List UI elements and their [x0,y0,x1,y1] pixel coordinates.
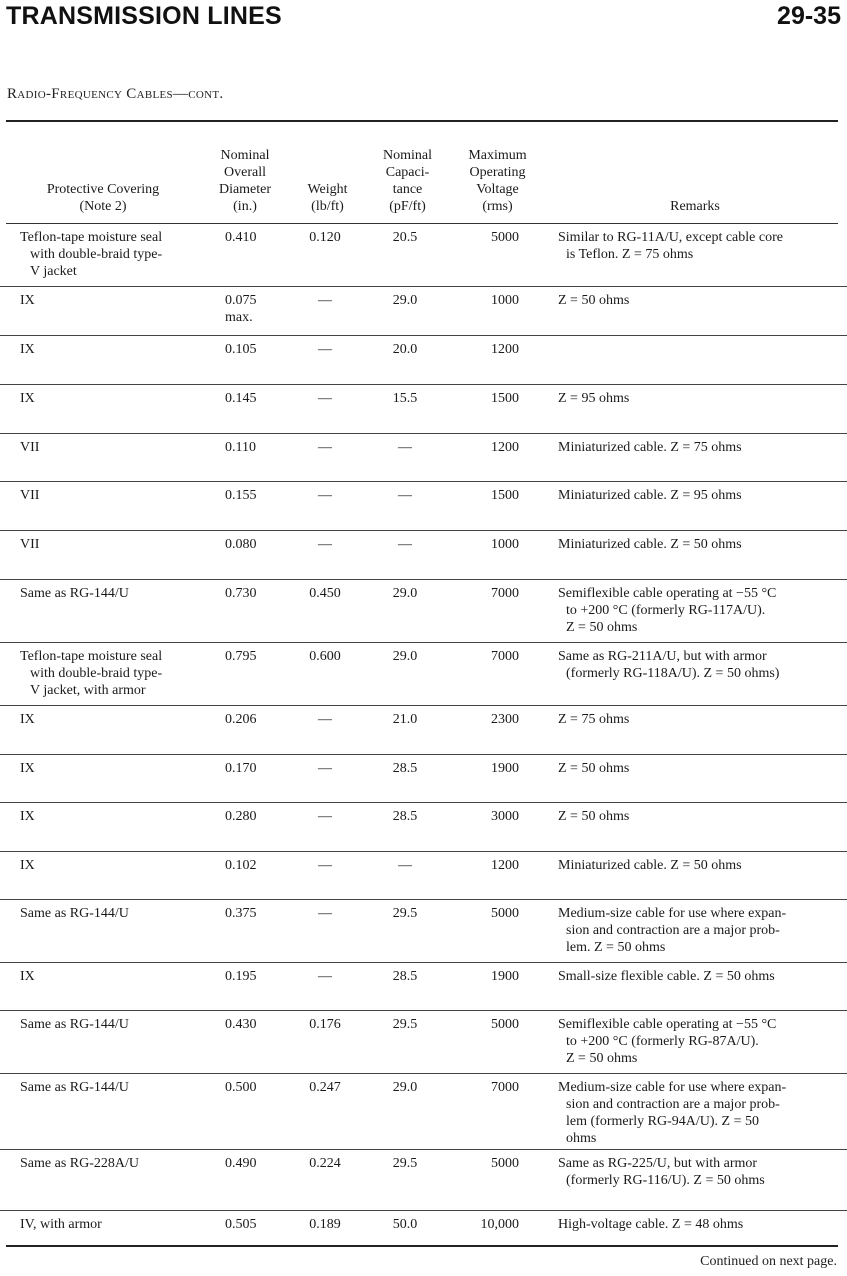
cell-protective-covering-line: IX [20,342,35,357]
cell-capacitance: 21.0 [392,712,418,727]
cell-remarks-line: Z = 50 ohms [558,809,630,824]
cell-weight: — [318,858,332,873]
cell-protective-covering [20,648,200,699]
cell-remarks [558,292,836,309]
cell-diameter [225,968,285,985]
cell-remarks-line: Miniaturized cable. Z = 95 ohms [558,488,742,503]
section-title: Radio-Frequency Cables—cont. [7,86,224,102]
page-header-title: TRANSMISSION LINES [6,2,282,30]
table-body [0,224,847,1244]
cell-diameter [225,439,285,456]
cell-weight: — [318,906,332,921]
cell-capacitance: 28.5 [392,761,418,776]
cell-capacitance: 28.5 [392,809,418,824]
cell-voltage: 1500 [491,391,519,406]
table-row [0,531,847,580]
cell-remarks [558,857,836,874]
cell-capacitance: 29.5 [392,906,418,921]
table-row [0,852,847,900]
cell-remarks [558,585,836,636]
cell-protective-covering-line: Same as RG-144/U [20,586,129,601]
table-row [0,900,847,963]
cell-remarks-line: Similar to RG-11A/U, except cable core [558,230,783,245]
cell-remarks-line: lem. Z = 50 ohms [566,940,666,955]
cell-diameter-line: 0.410 [225,230,257,245]
cell-weight: 0.120 [309,230,341,245]
cell-protective-covering [20,585,200,602]
cell-protective-covering [20,390,200,407]
cell-diameter [225,536,285,553]
continued-note: Continued on next page. [700,1254,837,1269]
cell-remarks-line: Same as RG-225/U, but with armor [558,1156,758,1171]
cell-weight: 0.450 [309,586,341,601]
table-row [0,287,847,336]
table-row [0,803,847,852]
cell-protective-covering-line: IX [20,969,35,984]
cell-diameter-line: 0.155 [225,488,257,503]
cell-diameter [225,585,285,602]
cell-protective-covering [20,487,200,504]
cell-diameter-line: 0.500 [225,1080,257,1095]
cell-remarks [558,487,836,504]
table-row [0,224,847,287]
cell-protective-covering-line: V jacket [30,264,77,279]
cell-protective-covering [20,341,200,358]
table-row [0,963,847,1011]
cell-protective-covering-line: with double-braid type- [30,247,163,262]
cell-remarks-line: Z = 75 ohms [558,712,630,727]
cell-weight: — [318,391,332,406]
cell-remarks [558,536,836,553]
cell-weight: — [318,293,332,308]
cell-weight: — [318,969,332,984]
cell-weight: — [318,488,332,503]
cell-weight: 0.189 [309,1217,341,1232]
cell-protective-covering-line: IX [20,809,35,824]
cell-protective-covering-line: V jacket, with armor [30,683,146,698]
cell-diameter [225,341,285,358]
cell-diameter-line: 0.795 [225,649,257,664]
cell-protective-covering [20,1216,200,1233]
cell-remarks [558,1216,836,1233]
table-row [0,1011,847,1074]
table-row [0,1150,847,1211]
cell-remarks-line: Miniaturized cable. Z = 75 ohms [558,440,742,455]
cell-remarks-line: Z = 50 ohms [558,761,630,776]
cell-remarks [558,905,836,956]
cell-diameter-line: 0.375 [225,906,257,921]
cell-voltage: 1200 [491,342,519,357]
cell-remarks-line: sion and contraction are a major prob- [566,1097,780,1112]
cell-protective-covering [20,1079,200,1096]
cell-remarks-line: lem (formerly RG-94A/U). Z = 50 [566,1114,759,1129]
table-row [0,482,847,531]
cell-voltage: 1200 [491,440,519,455]
cell-voltage: 5000 [491,1017,519,1032]
cell-diameter [225,487,285,504]
cell-voltage: 5000 [491,1156,519,1171]
cell-weight: — [318,712,332,727]
table-row [0,385,847,434]
cell-diameter-line: 0.102 [225,858,257,873]
cell-capacitance: — [398,858,412,873]
cell-remarks [558,968,836,985]
cell-remarks [558,1079,836,1147]
cell-weight: — [318,761,332,776]
table-row [0,643,847,706]
table-top-rule [6,120,838,122]
column-header-capacitance: Nominal Capaci- tance (pF/ft) [383,148,432,214]
cell-capacitance: 29.0 [392,293,418,308]
cell-protective-covering [20,968,200,985]
cell-protective-covering-line: IX [20,293,35,308]
cell-weight: 0.600 [309,649,341,664]
cell-capacitance: 29.5 [392,1156,418,1171]
cell-remarks-line: Miniaturized cable. Z = 50 ohms [558,537,742,552]
cell-protective-covering [20,857,200,874]
cell-protective-covering [20,439,200,456]
cell-protective-covering-line: IX [20,761,35,776]
cell-diameter-line: 0.170 [225,761,257,776]
cell-capacitance: 29.0 [392,649,418,664]
cell-diameter-line: 0.105 [225,342,257,357]
cell-capacitance: 29.0 [392,586,418,601]
cell-voltage: 1000 [491,537,519,552]
cell-remarks [558,808,836,825]
cell-diameter [225,1079,285,1096]
cell-diameter [225,229,285,246]
cell-remarks [558,229,836,263]
cell-diameter [225,760,285,777]
cell-voltage: 1000 [491,293,519,308]
cell-remarks-line: High-voltage cable. Z = 48 ohms [558,1217,744,1232]
cell-remarks-line: Miniaturized cable. Z = 50 ohms [558,858,742,873]
cell-remarks-line: (formerly RG-118A/U). Z = 50 ohms) [566,666,780,681]
cell-diameter [225,857,285,874]
table-row [0,580,847,643]
cell-remarks-line: Semiflexible cable operating at −55 °C [558,1017,777,1032]
cell-protective-covering [20,711,200,728]
cell-capacitance: 20.5 [392,230,418,245]
cell-capacitance: — [398,537,412,552]
cell-capacitance: 28.5 [392,969,418,984]
cell-protective-covering-line: IV, with armor [20,1217,102,1232]
cell-protective-covering-line: Same as RG-228A/U [20,1156,139,1171]
cell-protective-covering-line: VII [20,440,40,455]
table-row [0,336,847,385]
cell-diameter-line: 0.505 [225,1217,257,1232]
cell-remarks-line: ohms [566,1131,597,1146]
cell-capacitance: 50.0 [392,1217,418,1232]
cell-diameter-line: 0.195 [225,969,257,984]
cell-weight: 0.247 [309,1080,341,1095]
cell-remarks-line: to +200 °C (formerly RG-87A/U). [566,1034,759,1049]
table-row [0,1074,847,1150]
cell-voltage: 10,000 [480,1217,519,1232]
cell-weight: 0.224 [309,1156,341,1171]
cell-diameter-line: 0.145 [225,391,257,406]
cell-voltage: 7000 [491,1080,519,1095]
cell-voltage: 3000 [491,809,519,824]
cell-protective-covering-line: IX [20,391,35,406]
cell-protective-covering [20,905,200,922]
cell-capacitance: — [398,440,412,455]
cell-diameter [225,390,285,407]
cell-diameter [225,711,285,728]
cell-protective-covering [20,808,200,825]
cell-protective-covering [20,760,200,777]
column-header-remarks: Remarks [670,199,720,214]
cell-remarks-line: (formerly RG-116/U). Z = 50 ohms [566,1173,765,1188]
cell-protective-covering-line: IX [20,712,35,727]
cell-diameter [225,905,285,922]
cell-diameter [225,1155,285,1172]
cell-protective-covering-line: with double-braid type- [30,666,163,681]
cell-remarks [558,439,836,456]
cell-voltage: 5000 [491,906,519,921]
cell-weight: — [318,809,332,824]
cell-protective-covering [20,292,200,309]
cell-protective-covering-line: VII [20,537,40,552]
cell-remarks [558,760,836,777]
cell-diameter-line: 0.075 [225,293,257,308]
cell-remarks-line: is Teflon. Z = 75 ohms [566,247,694,262]
cell-voltage: 1900 [491,761,519,776]
cell-remarks-line: Medium-size cable for use where expan- [558,906,787,921]
cell-capacitance: 29.0 [392,1080,418,1095]
cell-weight: — [318,342,332,357]
cell-capacitance: — [398,488,412,503]
cell-remarks-line: Same as RG-211A/U, but with armor [558,649,767,664]
cell-protective-covering [20,1016,200,1033]
cell-protective-covering [20,229,200,280]
cell-protective-covering-line: IX [20,858,35,873]
table-row [0,1211,847,1244]
column-header-protective-covering: Protective Covering (Note 2) [46,182,160,214]
cell-protective-covering [20,536,200,553]
cell-remarks [558,390,836,407]
cell-remarks [558,711,836,728]
table-bottom-rule [6,1245,838,1247]
cell-remarks [558,1155,836,1189]
cell-diameter [225,808,285,825]
cell-voltage: 1900 [491,969,519,984]
cell-protective-covering-line: Teflon-tape moisture seal [20,230,163,245]
page-number: 29-35 [777,2,841,30]
cell-protective-covering-line: VII [20,488,40,503]
column-header-weight: Weight (lb/ft) [307,182,348,214]
column-header-voltage: Maximum Operating Voltage (rms) [468,148,527,214]
cell-remarks-line: Z = 95 ohms [558,391,630,406]
cell-voltage: 2300 [491,712,519,727]
cell-diameter-line: 0.110 [225,440,256,455]
table-header [0,143,847,219]
cell-remarks-line: Medium-size cable for use where expan- [558,1080,787,1095]
cell-diameter-line: 0.080 [225,537,257,552]
cell-protective-covering-line: Same as RG-144/U [20,906,129,921]
cell-voltage: 7000 [491,586,519,601]
column-header-diameter: Nominal Overall Diameter (in.) [218,148,272,214]
cell-diameter [225,648,285,665]
cell-protective-covering-line: Same as RG-144/U [20,1017,129,1032]
cell-diameter-line: 0.206 [225,712,257,727]
cell-remarks-line: Z = 50 ohms [558,293,630,308]
cell-remarks [558,648,836,682]
cell-capacitance: 29.5 [392,1017,418,1032]
cell-voltage: 7000 [491,649,519,664]
cell-remarks-line: Z = 50 ohms [566,1051,638,1066]
cell-diameter-line: 0.490 [225,1156,257,1171]
cell-voltage: 1200 [491,858,519,873]
cell-remarks-line: Z = 50 ohms [566,620,638,635]
cell-diameter-line: max. [225,310,253,325]
cell-voltage: 1500 [491,488,519,503]
cell-diameter [225,1216,285,1233]
cell-protective-covering-line: Same as RG-144/U [20,1080,129,1095]
cell-protective-covering-line: Teflon-tape moisture seal [20,649,163,664]
cell-weight: — [318,537,332,552]
cell-diameter [225,292,285,326]
cell-capacitance: 20.0 [392,342,418,357]
cell-weight: 0.176 [309,1017,341,1032]
table-row [0,434,847,482]
cell-diameter-line: 0.430 [225,1017,257,1032]
cell-voltage: 5000 [491,230,519,245]
cell-remarks [558,1016,836,1067]
cell-remarks-line: Small-size flexible cable. Z = 50 ohms [558,969,775,984]
cell-diameter-line: 0.730 [225,586,257,601]
cell-capacitance: 15.5 [392,391,418,406]
cell-protective-covering [20,1155,200,1172]
cell-diameter [225,1016,285,1033]
cell-remarks-line: sion and contraction are a major prob- [566,923,780,938]
cell-weight: — [318,440,332,455]
cell-diameter-line: 0.280 [225,809,257,824]
table-row [0,755,847,803]
table-row [0,706,847,755]
cell-remarks-line: to +200 °C (formerly RG-117A/U). [566,603,766,618]
cell-remarks-line: Semiflexible cable operating at −55 °C [558,586,777,601]
